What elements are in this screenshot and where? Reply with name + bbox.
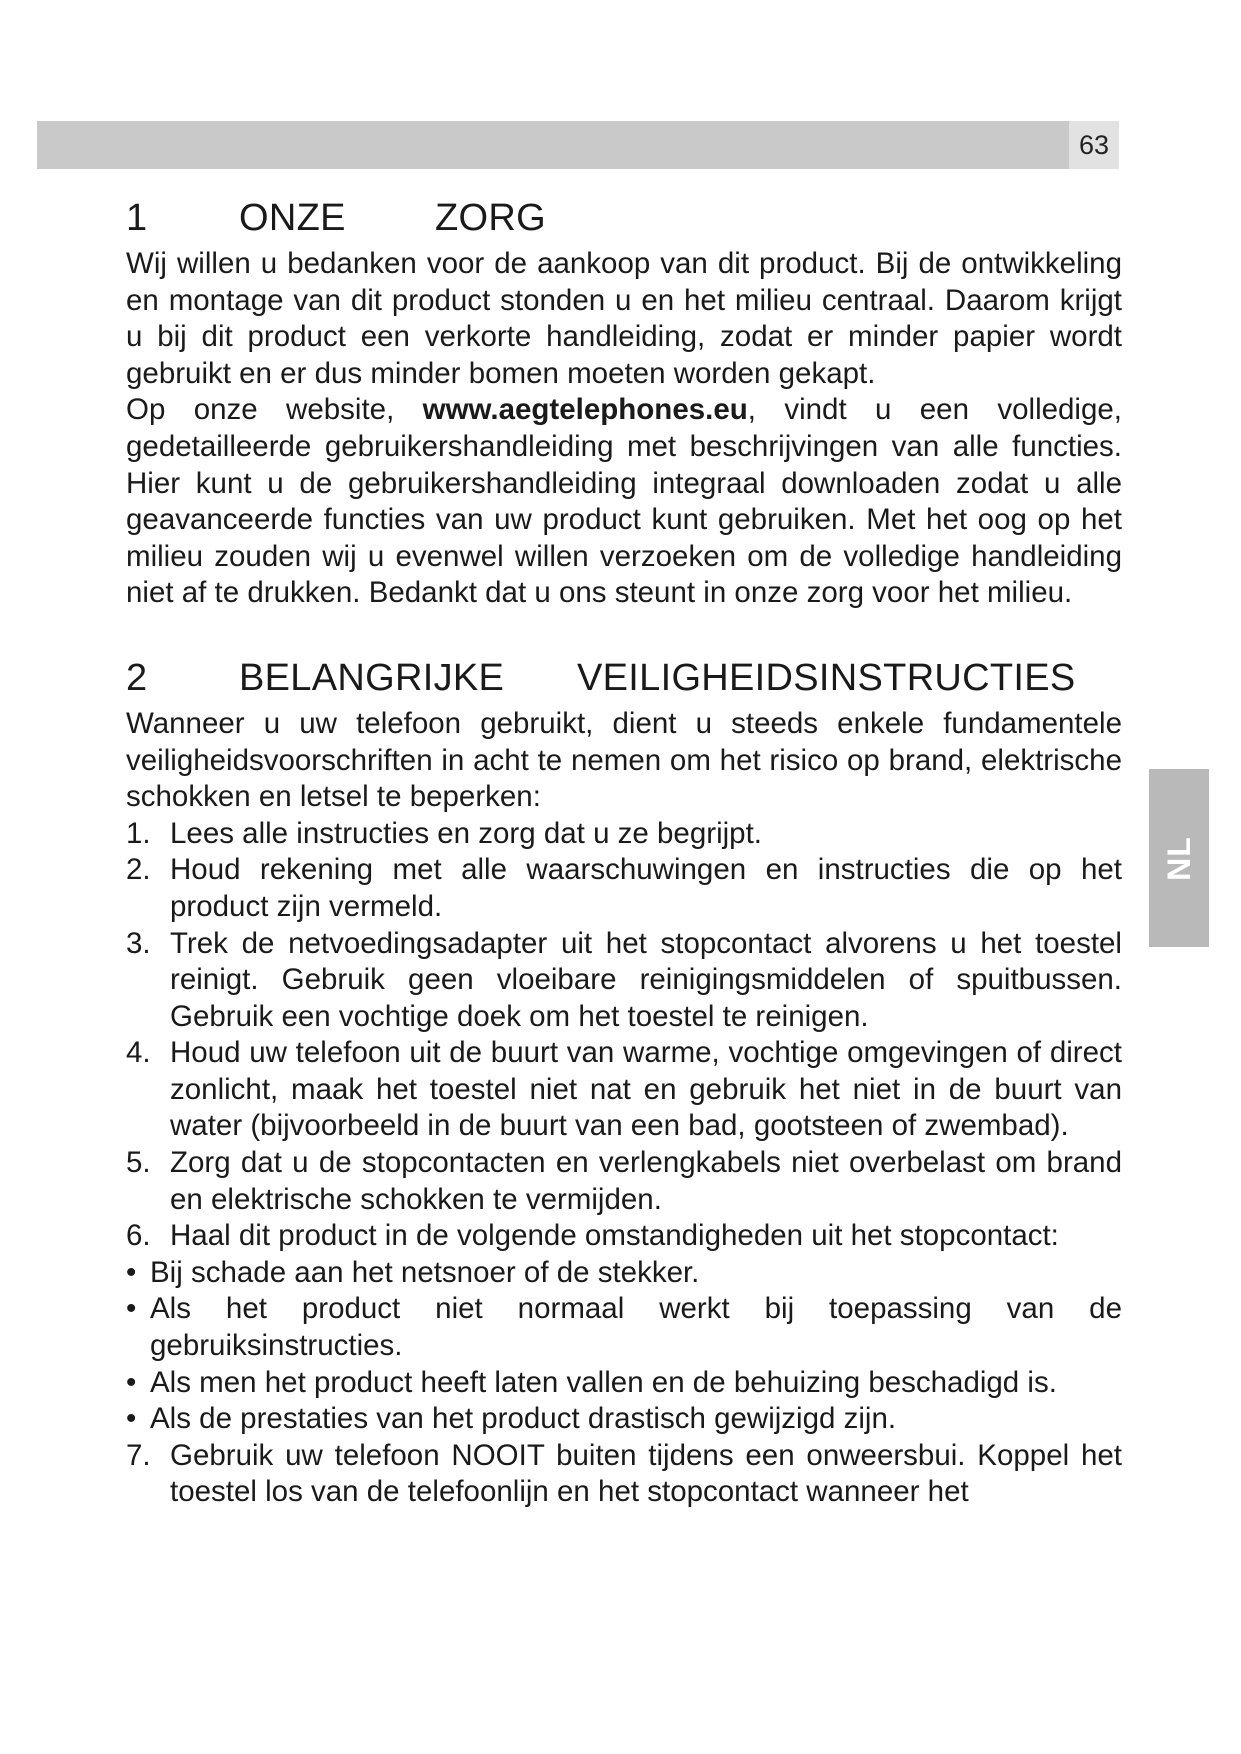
bullet-icon: • [126, 1292, 137, 1326]
bullet-item [126, 1255, 1122, 1292]
bullet-text: Bij schade aan het netsnoer of de stekker. [150, 1255, 700, 1289]
list-item [126, 926, 1122, 1036]
page-content [126, 190, 1122, 1511]
item-number: 7. [126, 1438, 151, 1472]
item-text: Haal dit product in de volgende omstandigheden uit het stopcontact: [170, 1219, 1059, 1253]
bullet-item [126, 1401, 1122, 1438]
item-number: 4. [126, 1036, 151, 1070]
item-number: 1. [126, 816, 151, 850]
section-1-title-word1: ONZE [239, 197, 346, 239]
item-number: 5. [126, 1146, 151, 1180]
bullet-icon: • [126, 1255, 137, 1289]
section-2-number: 2 [126, 656, 148, 699]
section-1-title-word2: ZORG [435, 197, 546, 239]
section-1-paragraph-2 [126, 392, 1122, 612]
item-text: Lees alle instructies en zorg dat u ze begrijpt. [170, 816, 762, 850]
bullet-item [126, 1291, 1122, 1364]
section-2-intro: Wanneer u uw telefoon gebruikt, dient u steeds enkele fundamentele veiligheidsvoorschriften in acht te nemen om het risico op brand, elektrische schokken en letsel te beperken: [126, 706, 1122, 814]
paragraph-2-body: , vindt u een volledige, gedetailleerde gebruikershandleiding met beschrijvingen van alle functies. Hier kunt u de gebruikershandleiding integraal downloaden zodat u alle geavanceerde functies van uw product kunt gebruiken. Met het oog op het milieu zouden wij u evenwel willen verzoeken om de volledige handleiding niet af te drukken. Bedankt dat u ons steunt in onze zorg voor het milieu. [126, 393, 1122, 610]
section-2-title-word2: VEILIGHEIDSINSTRUCTIES [577, 656, 1076, 699]
bullet-item [126, 1365, 1122, 1402]
item-number: 6. [126, 1219, 151, 1253]
list-item [126, 1145, 1122, 1218]
item-text: Houd uw telefoon uit de buurt van warme, vochtige omgevingen of direct zonlicht, maak het toestel niet nat en gebruik het niet in de buurt van water (bijvoorbeeld in de buurt van een bad, gootsteen of zwembad). [170, 1036, 1122, 1143]
language-tab [1149, 769, 1209, 947]
paragraph-2-intro: Op onze website, [126, 393, 423, 427]
section-1-paragraph-1: Wij willen u bedanken voor de aankoop van dit product. Bij de ontwikkeling en montage van dit product stonden u en het milieu centraal. Daarom krijgt u bij dit product een verkorte handleiding, zodat er minder papier wordt gebruikt en er dus minder bomen moeten worden gekapt. [126, 247, 1122, 390]
section-1-number: 1 [126, 197, 148, 239]
header-bar [37, 121, 1069, 169]
list-item [126, 1218, 1122, 1255]
bullet-text: Als de prestaties van het product drastisch gewijzigd zijn. [150, 1402, 897, 1436]
list-item [126, 852, 1122, 925]
item-text: Gebruik uw telefoon NOOIT buiten tijdens een onweersbui. Koppel het toestel los van de telefoonlijn en het stopcontact wanneer het [170, 1438, 1122, 1509]
list-item [126, 1035, 1122, 1145]
bullet-icon: • [126, 1402, 137, 1436]
list-item [126, 816, 1122, 853]
language-label: NL [1160, 835, 1197, 881]
page-number: 63 [1069, 121, 1119, 169]
bullet-text: Als het product niet normaal werkt bij toepassing van de gebruiksinstructies. [150, 1292, 1122, 1363]
section-2-title-word1: BELANGRIJKE [239, 656, 505, 699]
item-text: Trek de netvoedingsadapter uit het stopcontact alvorens u het toestel reinigt. Gebruik geen vloeibare reinigingsmiddelen of spuitbussen. Gebruik een vochtige doek om het toestel te reinigen. [170, 926, 1122, 1033]
website-link[interactable]: www.aegtelephones.eu [422, 393, 748, 427]
safety-list [126, 816, 1122, 1255]
item-text: Houd rekening met alle waarschuwingen en instructies die op het product zijn vermeld. [170, 853, 1122, 923]
item-number: 3. [126, 926, 151, 960]
bullet-text: Als men het product heeft laten vallen en de behuizing beschadigd is. [150, 1365, 1057, 1399]
section-1-heading [126, 190, 1122, 246]
item-text: Zorg dat u de stopcontacten en verlengkabels niet overbelast om brand en elektrische schokken te vermijden. [170, 1146, 1122, 1216]
safety-list-continued [126, 1438, 1122, 1511]
unplug-conditions-list [126, 1255, 1122, 1438]
item-number: 2. [126, 853, 151, 887]
list-item [126, 1438, 1122, 1511]
section-2-heading [126, 650, 1122, 706]
bullet-icon: • [126, 1365, 137, 1399]
